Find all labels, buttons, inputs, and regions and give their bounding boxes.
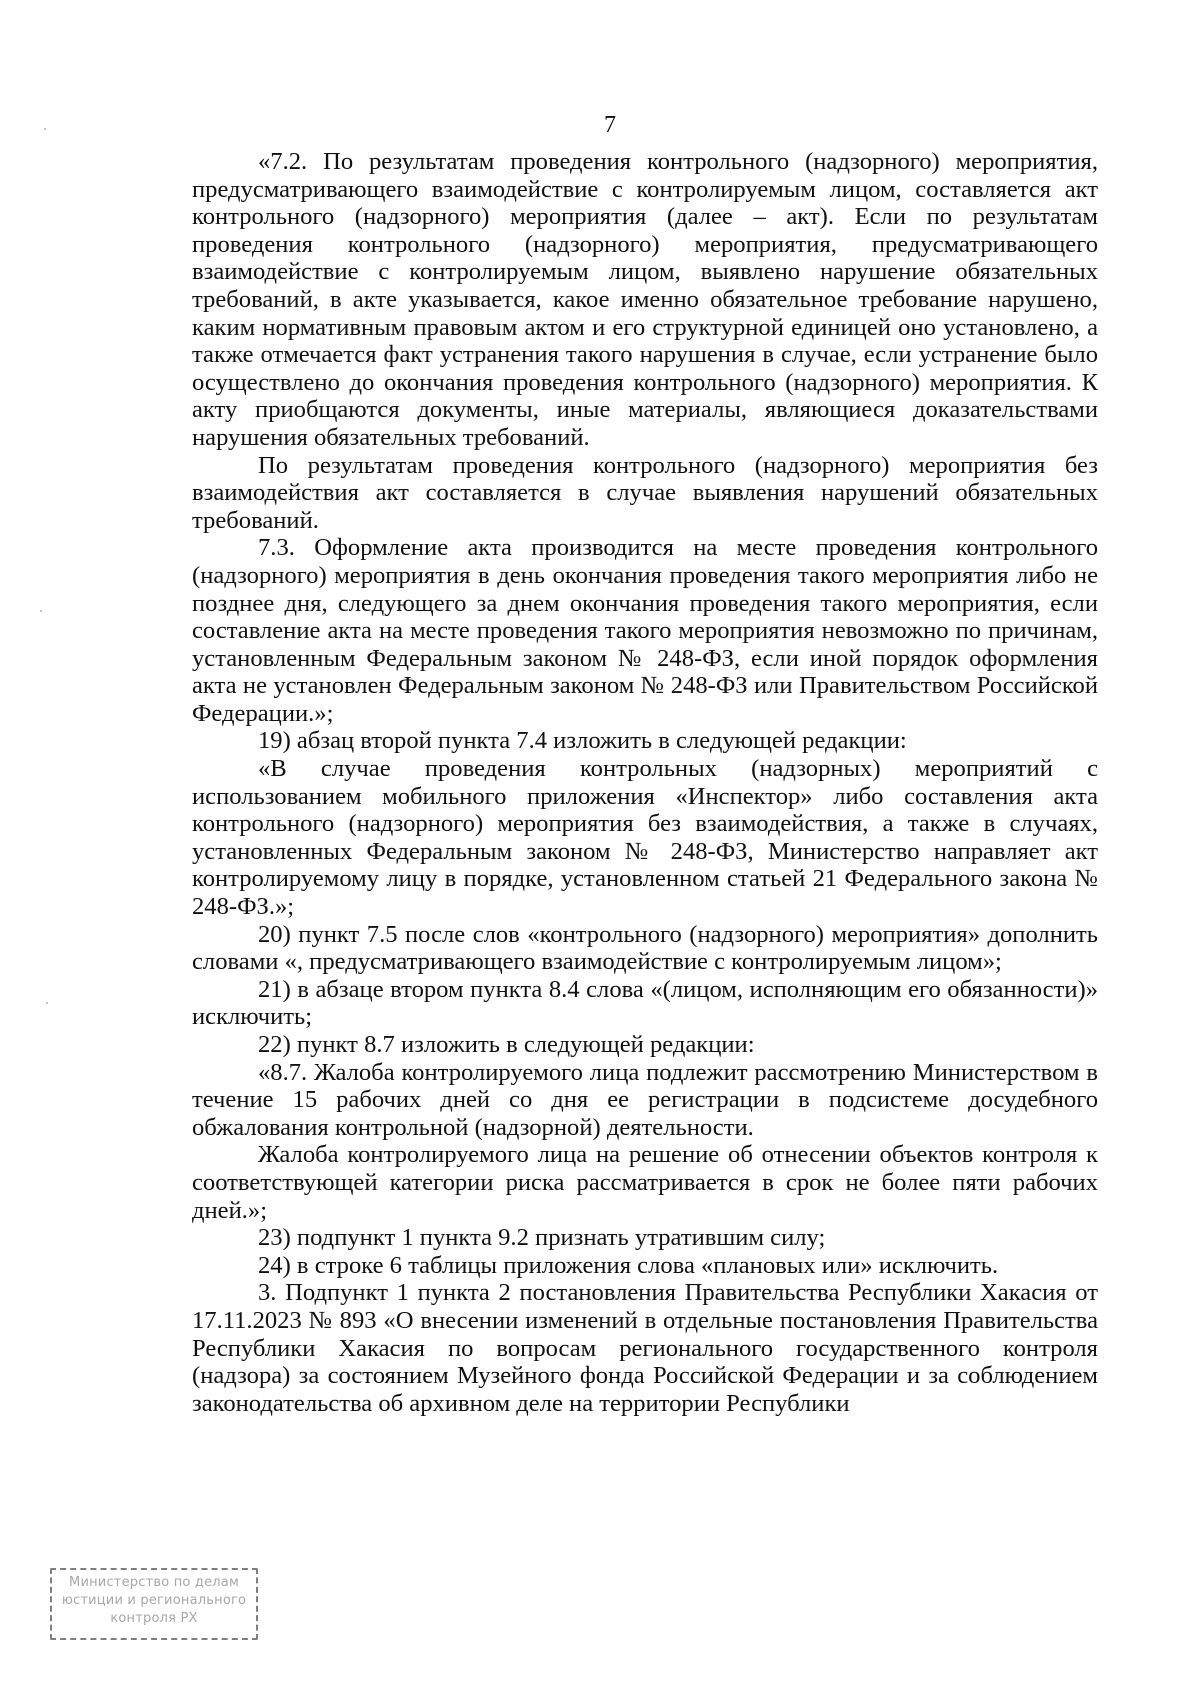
- stamp-line-3: контроля РХ: [110, 1611, 198, 1626]
- paragraph-item-22: 22) пункт 8.7 изложить в следующей редакции:: [258, 1031, 755, 1058]
- paragraph-item-23: 23) подпункт 1 пункта 9.2 признать утратившим силу;: [258, 1224, 826, 1252]
- paragraph-7-3: 7.3. Оформление акта производится на месте проведения контрольного (надзорного) мероприятия в день окончания проведения такого мероприятия либо не позднее дня, следующего за днем окончания проведения такого мероприятия, если составление акта на месте проведения такого мероприятия невозможно по причинам, установленным Федеральным законом № 248-ФЗ, если иной порядок оформления акта не установлен Федеральным законом № 248-ФЗ или Правительством Российской Федерации.»;: [192, 534, 1098, 727]
- stamp-line-1: Министерство по делам: [69, 1575, 239, 1590]
- page-number: 7: [604, 112, 616, 138]
- paragraph-item-20: 20) пункт 7.5 после слов «контрольного (надзорного) мероприятия» дополнить словами «, предусматривающего взаимодействие с контролируемым лицом»;: [192, 920, 1098, 976]
- scan-speck: [46, 1002, 48, 1004]
- paragraph-complaint-risk-category: Жалоба контролируемого лица на решение об отнесении объектов контроля к соответствующей категории риска рассматривается в срок не более пяти рабочих дней.»;: [192, 1141, 1098, 1224]
- paragraph-8-7: «8.7. Жалоба контролируемого лица подлежит рассмотрению Министерством в течение 15 рабочих дней со дня ее регистрации в подсистеме досудебного обжалования контрольной (надзорной) деятельности.: [192, 1058, 1098, 1141]
- registration-stamp: [50, 1568, 258, 1640]
- paragraph-act-without-interaction: По результатам проведения контрольного (надзорного) мероприятия без взаимодействия акт составляется в случае выявления нарушений обязательных требований.: [192, 451, 1098, 534]
- paragraph-item-21: 21) в абзаце втором пункта 8.4 слова «(лицом, исполняющим его обязанности)» исключить;: [192, 975, 1098, 1031]
- paragraph-7-2: «7.2. По результатам проведения контрольного (надзорного) мероприятия, предусматривающего взаимодействие с контролируемым лицом, составляется акт контрольного (надзорного) мероприятия (далее – акт). Если по результатам проведения контрольного (надзорного) мероприятия, предусматривающего взаимодействие с контролируемым лицом, выявлено нарушение обязательных требований, в акте указывается, какое именно обязательное требование нарушено, каким нормативным правовым актом и его структурной единицей оно установлено, а также отмечается факт устранения такого нарушения в случае, если устранение было осуществлено до окончания проведения контрольного (надзорного) мероприятия. К акту приобщаются документы, иные материалы, являющиеся доказательствами нарушения обязательных требований.: [192, 148, 1098, 451]
- scan-speck: [44, 128, 46, 130]
- document-body: [192, 148, 1098, 1417]
- paragraph-7-4-text: «В случае проведения контрольных (надзорных) мероприятий с использованием мобильного приложения «Инспектор» либо составления акта контрольного (надзорного) мероприятия без взаимодействия, а также в случаях, установленных Федеральным законом № 248-ФЗ, Министерство направляет акт контролируемому лицу в порядке, установленном статьей 21 Федерального закона № 248-ФЗ.»;: [192, 755, 1098, 921]
- paragraph-item-19: 19) абзац второй пункта 7.4 изложить в следующей редакции:: [258, 727, 907, 755]
- stamp-line-2: юстиции и регионального: [61, 1593, 247, 1608]
- paragraph-item-24: 24) в строке 6 таблицы приложения слова «плановых или» исключить.: [258, 1251, 999, 1279]
- scan-speck: [40, 610, 42, 612]
- paragraph-section-3: 3. Подпункт 1 пункта 2 постановления Правительства Республики Хакасия от 17.11.2023 № 893 «О внесении изменений в отдельные постановления Правительства Республики Хакасия по вопросам регионального государственного контроля (надзора) за состоянием Музейного фонда Российской Федерации и за соблюдением законодательства об архивном деле на территории Республики: [192, 1279, 1098, 1417]
